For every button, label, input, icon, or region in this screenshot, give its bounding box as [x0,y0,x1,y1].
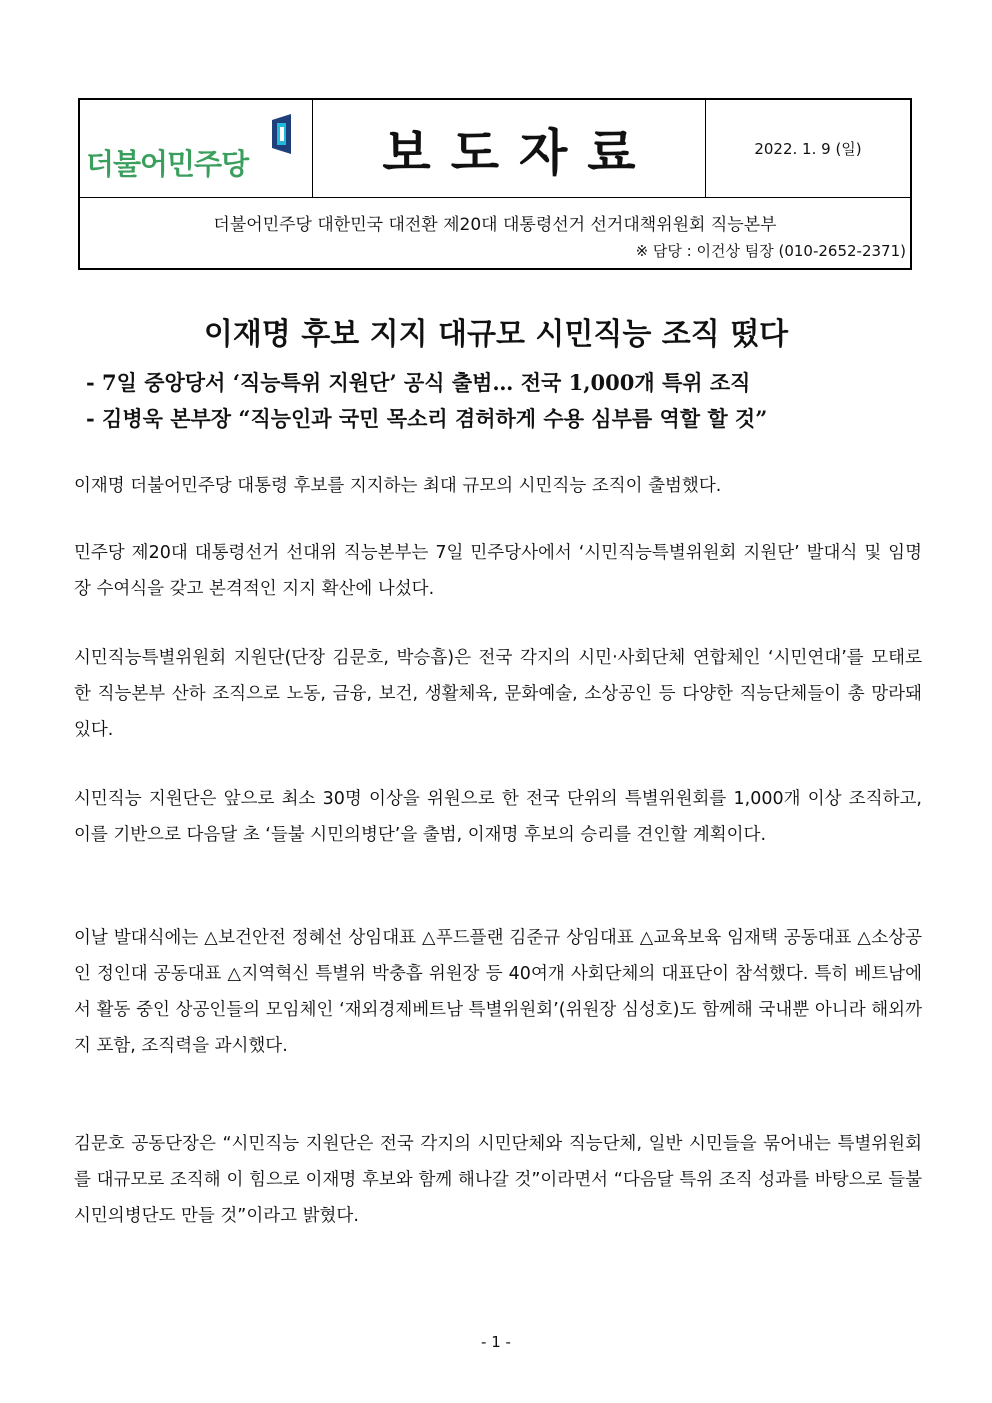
party-logo [80,100,313,197]
party-logo-mark-icon [267,114,293,154]
body-paragraph-2: 민주당 제20대 대통령선거 선대위 직능본부는 7일 민주당사에서 ‘시민직능특별위원회 지원단’ 발대식 및 임명장 수여식을 갖고 본격적인 지지 확산에 나섰다. [74,543,922,599]
contact-line: ※ 담당 : 이건상 팀장 (010-2652-2371) [635,242,906,260]
headline: 이재명 후보 지지 대규모 시민직능 조직 떴다 [203,317,789,352]
body-paragraph-1: 이재명 더불어민주당 대통령 후보를 지지하는 최대 규모의 시민직능 조직이 출범했다. [74,476,722,496]
body-paragraph-3: 시민직능특별위원회 지원단(단장 김문호, 박승흡)은 전국 각지의 시민‧사회단체 연합체인 ‘시민연대’를 모태로 한 직능본부 산하 조직으로 노동, 금융, 보건, 생활체육, 문화예술, 소상공인 등 다양한 직능단체들이 총 망라돼 있다. [74,648,922,740]
press-release-header [78,98,912,270]
organization-line: 더불어민주당 대한민국 대전환 제20대 대통령선거 선거대책위원회 직능본부 [213,215,777,235]
body-paragraph-6: 김문호 공동단장은 “시민직능 지원단은 전국 각지의 시민단체와 직능단체, 일반 시민들을 묶어내는 특별위원회를 대규모로 조직해 이 힘으로 이재명 후보와 함께 해나갈 것”이라면서 “다음달 특위 조직 성과를 바탕으로 들불 시민의병단도 만들 것”이라고 밝혔다. [74,1134,922,1226]
press-release-title-cell [313,100,706,197]
page-number: - 1 - [481,1333,511,1351]
release-date: 2022. 1. 9 (일) [754,140,862,158]
subhead-2: - 김병욱 본부장 “직능인과 국민 목소리 겸허하게 수용 심부름 역할 할 것” [86,406,768,431]
header-top-row [80,100,910,198]
header-bottom-row [80,198,910,270]
press-release-title: 보도자료 [382,123,656,182]
body-paragraph-4: 시민직능 지원단은 앞으로 최소 30명 이상을 위원으로 한 전국 단위의 특별위원회를 1,000개 이상 조직하고, 이를 기반으로 다음달 초 ‘들불 시민의병단’을 출범, 이재명 후보의 승리를 견인할 계획이다. [74,789,922,845]
body-paragraph-5: 이날 발대식에는 △보건안전 정혜선 상임대표 △푸드플랜 김준규 상임대표 △교육보육 임재택 공동대표 △소상공인 정인대 공동대표 △지역혁신 특별위 박충흡 위원장 등 40여개 사회단체의 대표단이 참석했다. 특히 베트남에서 활동 중인 상공인들의 모임체인 ‘재외경제베트남 특별위원회’(위원장 심성호)도 함께해 국내뿐 아니라 해외까지 포함, 조직력을 과시했다. [74,928,922,1056]
subhead-1: - 7일 중앙당서 ‘직능특위 지원단’ 공식 출범… 전국 1,000개 특위 조직 [86,370,751,395]
logo-text: 더불어민주당 [86,147,249,181]
